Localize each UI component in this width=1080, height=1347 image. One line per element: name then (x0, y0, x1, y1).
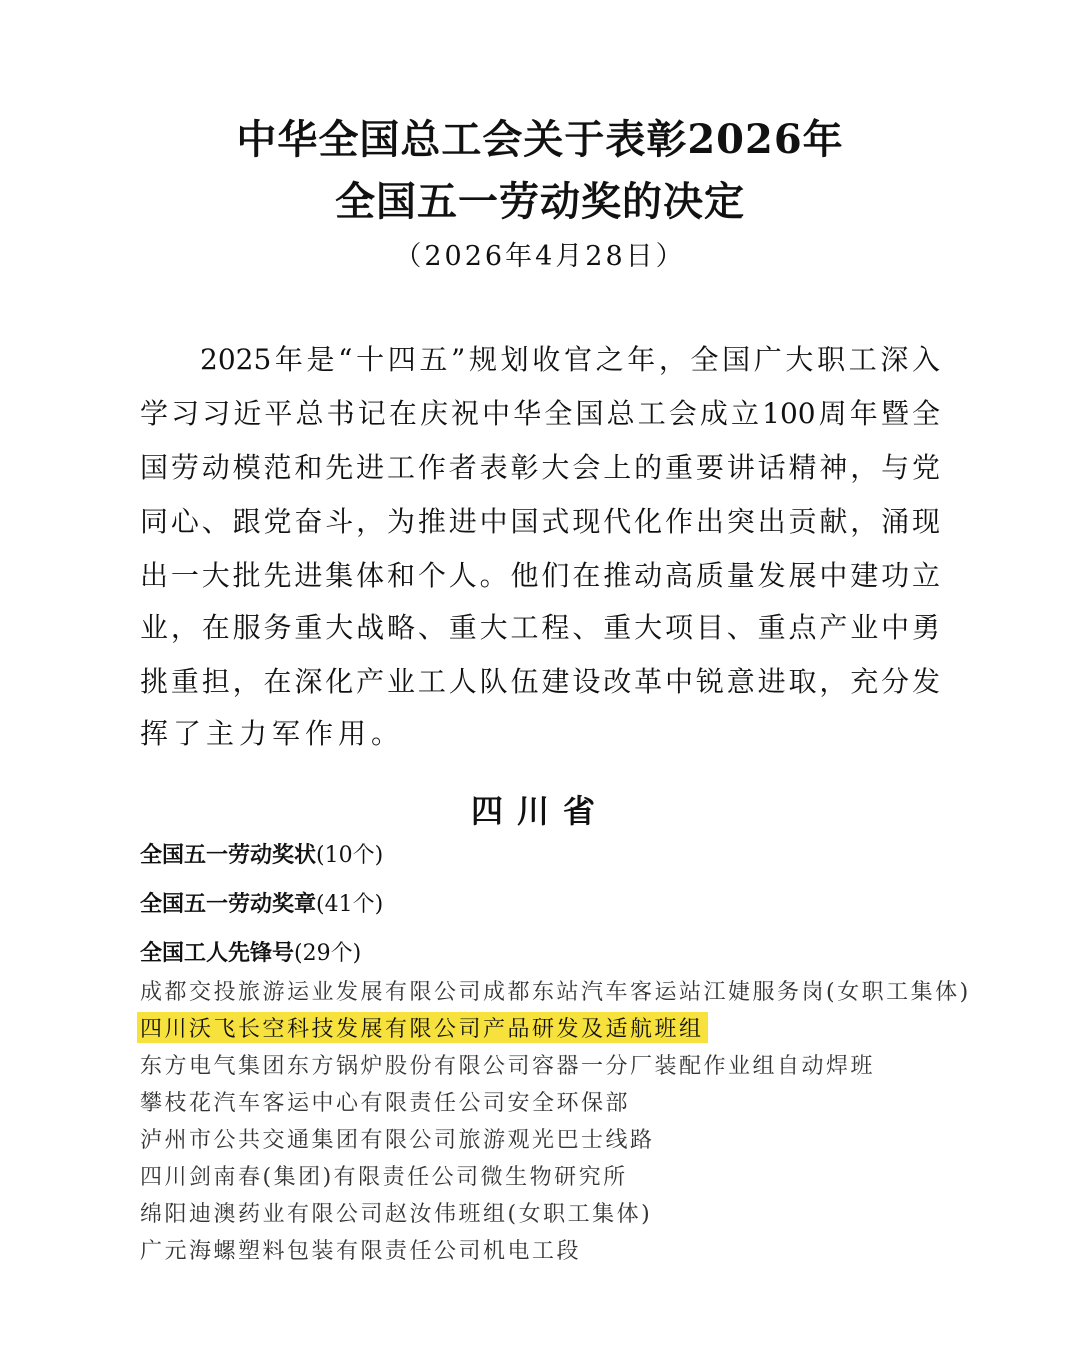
organization-item: 东方电气集团东方锅炉股份有限公司容器一分厂装配作业组自动焊班 (140, 1054, 876, 1079)
organization-item: 四川剑南春(集团)有限责任公司微生物研究所 (140, 1165, 628, 1190)
paragraph-line: 挥了主力军作用。 (140, 717, 405, 750)
paragraph-line: 学习习近平总书记在庆祝中华全国总工会成立100周年暨全 (140, 397, 940, 430)
paragraph-line: 国劳动模范和先进工作者表彰大会上的重要讲话精神，与党 (140, 451, 940, 484)
section-title-province: 四川省 (470, 792, 609, 830)
award-category (140, 936, 361, 967)
paragraph-line: 挑重担，在深化产业工人队伍建设改革中锐意进取，充分发 (140, 665, 940, 698)
organization-item: 泸州市公共交通集团有限公司旅游观光巴士线路 (140, 1128, 655, 1153)
document-title-line-2: 全国五一劳动奖的决定 (335, 178, 745, 225)
paragraph-line: 业，在服务重大战略、重大工程、重大项目、重点产业中勇 (140, 611, 940, 644)
organization-item: 广元海螺塑料包装有限责任公司机电工段 (140, 1239, 582, 1264)
award-category-count: (29个) (294, 941, 362, 966)
organization-item: 绵阳迪澳药业有限公司赵汝伟班组(女职工集体) (140, 1202, 653, 1227)
award-category-count: (10个) (316, 843, 384, 868)
document-title-line-1: 中华全国总工会关于表彰2026年 (236, 116, 844, 163)
award-category (140, 838, 383, 869)
organization-item: 成都交投旅游运业发展有限公司成都东站汽车客运站江婕服务岗(女职工集体) (140, 980, 971, 1005)
award-category-count: (41个) (316, 892, 384, 917)
award-category-label: 全国五一劳动奖状 (140, 843, 317, 868)
paragraph-line: 2025年是“十四五”规划收官之年，全国广大职工深入 (200, 343, 940, 376)
award-category-label: 全国五一劳动奖章 (140, 892, 317, 917)
document-date: （2026年4月28日） (394, 241, 686, 272)
award-category-label: 全国工人先锋号 (140, 941, 295, 966)
paragraph-line: 同心、跟党奋斗，为推进中国式现代化作出突出贡献，涌现 (140, 505, 940, 538)
paragraph-line: 出一大批先进集体和个人。他们在推动高质量发展中建功立 (140, 559, 940, 592)
organization-item-highlighted: 四川沃飞长空科技发展有限公司产品研发及适航班组 (137, 1012, 708, 1043)
award-category (140, 887, 383, 918)
organization-item: 攀枝花汽车客运中心有限责任公司安全环保部 (140, 1091, 631, 1116)
